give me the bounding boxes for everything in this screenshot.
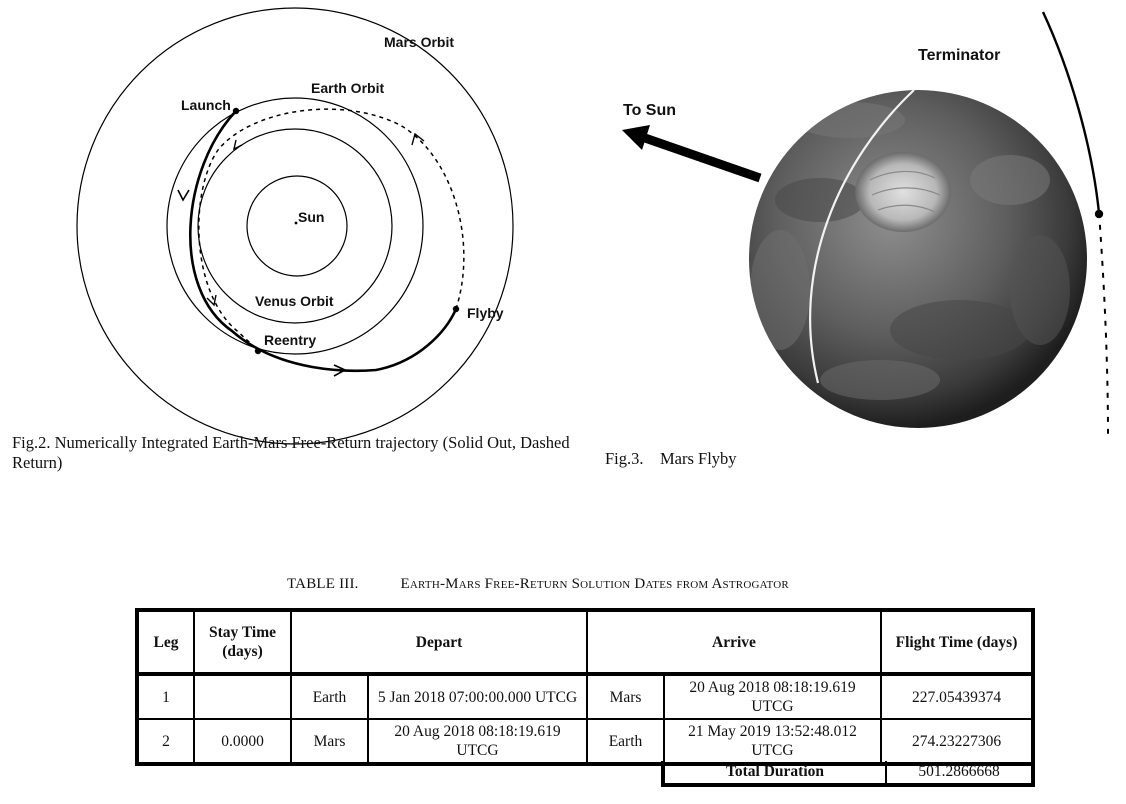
- cell-arrive-date: 20 Aug 2018 08:18:19.619 UTCG: [664, 674, 881, 719]
- sun-label: Sun: [298, 209, 325, 225]
- cell-leg: 2: [137, 719, 194, 764]
- polar-ice-cap: [855, 152, 951, 232]
- table-row: [137, 719, 1033, 764]
- launch-label: Launch: [181, 97, 231, 113]
- table-caption-text: Earth-Mars Free-Return Solution Dates from Astrogator: [400, 576, 789, 592]
- outbound-arrow-1: [178, 190, 189, 200]
- reentry-label: Reentry: [264, 332, 317, 348]
- venus-orbit-label: Venus Orbit: [255, 293, 334, 309]
- cell-flight-time: 227.05439374: [881, 674, 1033, 719]
- cell-arrive-body: Mars: [587, 674, 664, 719]
- flyby-trajectory-dashed: [1099, 213, 1108, 436]
- table-header-row: [137, 610, 1033, 674]
- mars-orbit-circle: [77, 8, 513, 444]
- fig2-orbit-diagram: [77, 8, 513, 444]
- flyby-label: Flyby: [467, 305, 504, 321]
- header-leg: Leg: [137, 610, 194, 674]
- cell-depart-body: Mars: [291, 719, 368, 764]
- earth-orbit-label: Earth Orbit: [311, 80, 385, 96]
- return-trajectory: [199, 109, 464, 350]
- total-duration-row: [661, 761, 1035, 787]
- header-depart: Depart: [291, 610, 587, 674]
- cell-stay: [194, 674, 291, 719]
- launch-point: [233, 108, 239, 114]
- cell-arrive-body: Earth: [587, 719, 664, 764]
- flyby-point: [453, 306, 459, 312]
- cell-stay: 0.0000: [194, 719, 291, 764]
- sun-arrowhead: [622, 125, 650, 150]
- table-number: TABLE III.: [287, 576, 359, 592]
- reentry-point: [255, 348, 261, 354]
- header-stay-time: Stay Time (days): [194, 610, 291, 674]
- return-arrow-2: [234, 140, 242, 149]
- terminator-label: Terminator: [918, 47, 1001, 64]
- sun-circle: [247, 176, 347, 276]
- outbound-trajectory: [190, 111, 456, 371]
- to-sun-label: To Sun: [623, 102, 677, 119]
- total-duration-label: Total Duration: [665, 761, 887, 783]
- table-row: [137, 674, 1033, 719]
- header-arrive: Arrive: [587, 610, 881, 674]
- sun-direction-arrow: [645, 138, 760, 178]
- cell-depart-body: Earth: [291, 674, 368, 719]
- cell-depart-date: 5 Jan 2018 07:00:00.000 UTCG: [368, 674, 587, 719]
- results-table: [135, 608, 1035, 766]
- spacecraft-point: [1095, 210, 1103, 218]
- cell-arrive-date: 21 May 2019 13:52:48.012 UTCG: [664, 719, 881, 764]
- earth-orbit-circle: [167, 98, 423, 354]
- sun-dot: [295, 222, 298, 225]
- fig3-mars-flyby: [622, 12, 1108, 436]
- table-title: [287, 576, 789, 593]
- cell-flight-time: 274.23227306: [881, 719, 1033, 764]
- fig3-caption: Fig.3. Mars Flyby: [605, 449, 737, 468]
- fig2-caption: Fig.2. Numerically Integrated Earth-Mars Free-Return trajectory (Solid Out, Dashed Return): [12, 433, 570, 472]
- header-flight-time: Flight Time (days): [881, 610, 1033, 674]
- total-duration-value: 501.2866668: [918, 763, 1000, 780]
- cell-depart-date: 20 Aug 2018 08:18:19.619 UTCG: [368, 719, 587, 764]
- mars-orbit-label: Mars Orbit: [384, 34, 455, 50]
- cell-leg: 1: [137, 674, 194, 719]
- mars-planet: [749, 90, 1087, 428]
